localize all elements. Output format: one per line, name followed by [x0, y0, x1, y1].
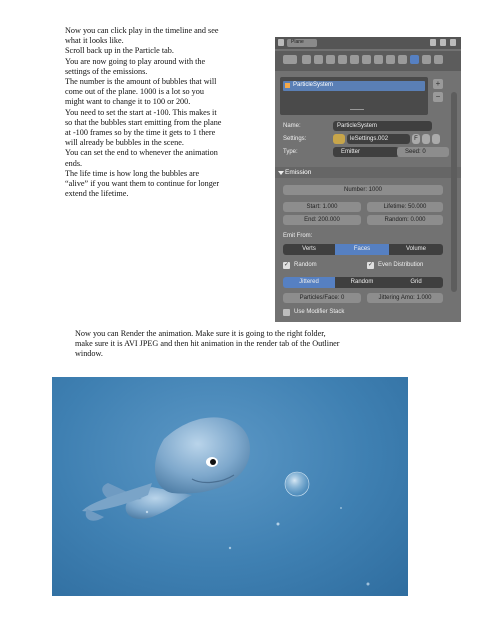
instruction-line: “alive” if you want them to continue for longer: [65, 179, 220, 189]
blender-particle-panel: [275, 37, 461, 322]
small-bubble: [229, 547, 231, 549]
render-instruction-line: window.: [75, 349, 103, 359]
collapse-icon: [278, 171, 284, 175]
expand-icon[interactable]: [440, 39, 446, 46]
particle-list-item[interactable]: [283, 81, 425, 91]
instruction-line: You are now going to play around with the: [65, 56, 206, 66]
instruction-line: come out of the plane. 1000 is a lot so you: [65, 87, 204, 97]
render-tab-icon[interactable]: [302, 55, 311, 64]
start-field[interactable]: Start: 1.000: [283, 202, 361, 212]
settings-label: Settings:: [283, 136, 307, 142]
end-field[interactable]: End: 200.000: [283, 215, 361, 225]
instruction-line: Scroll back up in the Particle tab.: [65, 46, 174, 56]
random-checkbox[interactable]: ✓: [283, 262, 290, 268]
type-label: Type:: [283, 149, 298, 155]
emit-from-faces[interactable]: Faces: [335, 244, 389, 255]
emit-from-label: Emit From:: [283, 233, 313, 239]
even-distribution-checkbox[interactable]: ✓: [367, 262, 374, 268]
instruction-line: will already be bubbles in the scene.: [65, 138, 184, 148]
instruction-line: might want to change it to 100 or 200.: [65, 97, 191, 107]
scene-tab-icon[interactable]: [314, 55, 323, 64]
render-instruction-line: make sure it is AVI JPEG and then hit animation in the render tab of the Outliner: [75, 339, 340, 349]
settings-field[interactable]: leSettings.002: [347, 134, 410, 144]
render-instructions-paragraph: [75, 329, 405, 360]
whale-eye-pupil: [210, 459, 216, 465]
large-bubble: [285, 472, 309, 496]
list-resize-handle[interactable]: [350, 109, 364, 110]
small-bubble: [146, 511, 148, 513]
instruction-line: extend the lifetime.: [65, 189, 129, 199]
instruction-line: what it looks like.: [65, 36, 124, 46]
emit-from-volume[interactable]: Volume: [389, 244, 443, 255]
instruction-line: You need to set the start at -100. This makes it: [65, 107, 217, 117]
data-tab-icon[interactable]: [374, 55, 383, 64]
render-result-image: [52, 377, 408, 596]
emit-from-verts[interactable]: Verts: [283, 244, 335, 255]
particle-system-list[interactable]: [280, 77, 428, 115]
small-bubble: [277, 523, 280, 526]
object-tab-icon[interactable]: [338, 55, 347, 64]
distribution-jittered[interactable]: Jittered: [283, 277, 335, 288]
panel-scrollbar[interactable]: [451, 92, 457, 292]
render-instruction-line: Now you can Render the animation. Make sure it is going to the right folder,: [75, 329, 326, 338]
particle-list-label: ParticleSystem: [293, 82, 334, 88]
instruction-line: so that the bubbles start emitting from the plane: [65, 117, 222, 127]
small-bubble: [367, 583, 370, 586]
fake-user-button[interactable]: F: [412, 134, 420, 144]
even-distribution-label: Even Distribution: [378, 262, 424, 268]
emission-panel-header[interactable]: [275, 167, 461, 178]
emission-header-label: Emission: [285, 169, 312, 176]
type-dropdown[interactable]: Emitter: [333, 147, 399, 157]
editor-type-icon[interactable]: [283, 55, 297, 64]
jittering-amount-field[interactable]: Jittering Amo: 1.000: [367, 293, 443, 303]
particles-tab-icon[interactable]: [410, 55, 419, 64]
random-lifetime-field[interactable]: Random: 0.000: [367, 215, 443, 225]
name-label: Name:: [283, 123, 301, 129]
number-field[interactable]: Number: 1000: [283, 185, 443, 195]
properties-tabs: [275, 51, 461, 71]
distribution-grid[interactable]: Grid: [389, 277, 443, 288]
world-tab-icon[interactable]: [326, 55, 335, 64]
whale-render-svg: [52, 377, 408, 596]
properties-header: [275, 37, 461, 49]
material-tab-icon[interactable]: [386, 55, 395, 64]
object-name-label: Plane: [291, 39, 304, 45]
physics-tab-icon[interactable]: [422, 55, 431, 64]
particles-face-field[interactable]: Particles/Face: 0: [283, 293, 361, 303]
settings-browse-icon[interactable]: [333, 134, 345, 144]
instruction-line: ends.: [65, 158, 83, 168]
add-particle-button[interactable]: +: [433, 79, 443, 89]
instruction-line: at -100 frames so by the time it gets to 1 there: [65, 128, 216, 138]
use-modifier-stack-checkbox[interactable]: [283, 309, 290, 316]
modifiers-tab-icon[interactable]: [362, 55, 371, 64]
new-settings-button[interactable]: [422, 134, 430, 144]
remove-particle-button[interactable]: −: [433, 92, 443, 102]
seed-field[interactable]: Seed: 0: [397, 147, 449, 157]
unlink-settings-button[interactable]: [432, 134, 440, 144]
whale: [82, 417, 250, 520]
instruction-line: The number is the amount of bubbles that will: [65, 77, 217, 87]
pin-icon[interactable]: [430, 39, 436, 46]
use-modifier-stack-label: Use Modifier Stack: [294, 309, 345, 315]
instruction-line: The life time is how long the bubbles are: [65, 168, 200, 178]
random-checkbox-label: Random: [294, 262, 317, 268]
particle-icon: [285, 83, 290, 88]
instructions-paragraph: [65, 26, 265, 199]
unknown-tab-icon[interactable]: [434, 55, 443, 64]
distribution-random[interactable]: Random: [335, 277, 389, 288]
close-icon[interactable]: [450, 39, 456, 46]
lifetime-field[interactable]: Lifetime: 50.000: [367, 202, 443, 212]
instruction-line: You can set the end to whenever the animation: [65, 148, 218, 158]
object-icon: [278, 39, 284, 46]
texture-tab-icon[interactable]: [398, 55, 407, 64]
instruction-line: settings of the emissions.: [65, 66, 148, 76]
instruction-line: Now you can click play in the timeline and see: [65, 26, 219, 35]
small-bubble: [340, 507, 342, 509]
constraints-tab-icon[interactable]: [350, 55, 359, 64]
name-field[interactable]: ParticleSystem: [333, 121, 432, 131]
